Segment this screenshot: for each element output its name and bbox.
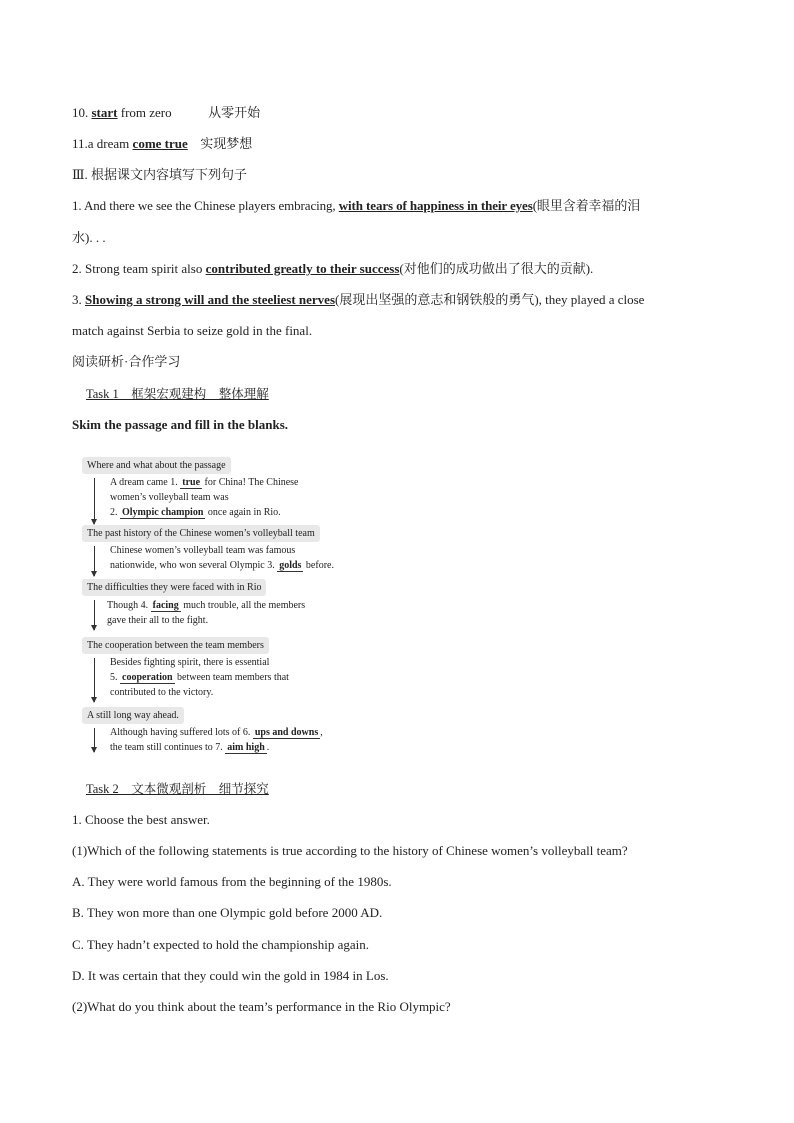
diagram-text: the team still continues to 7. aim high . (110, 742, 270, 753)
option-a: A. They were world famous from the beginning of the 1980s. (72, 874, 392, 889)
diagram-header-5: A still long way ahead. (82, 707, 184, 724)
blank-6: ups and downs (254, 727, 319, 738)
down-arrow-icon (94, 728, 95, 752)
blank-4: facing (152, 600, 179, 611)
down-arrow-icon (94, 546, 95, 576)
option-b: B. They won more than one Olympic gold before 2000 AD. (72, 905, 383, 920)
down-arrow-icon (94, 658, 95, 702)
diagram-text: A dream came 1. true for China! The Chinese (110, 477, 299, 488)
question-2: (2)What do you think about the team’s performance in the Rio Olympic? (72, 999, 451, 1014)
diagram-text: nationwide, who won several Olympic 3. golds before. (110, 560, 334, 571)
blank-3: golds (279, 560, 302, 571)
diagram-header-2: The past history of the Chinese women’s volleyball team (82, 525, 320, 542)
diagram-text: contributed to the victory. (110, 687, 214, 698)
sentence-1: 1. And there we see the Chinese players embracing, with tears of happiness in their eyes(眼里含着幸福的泪 (72, 198, 641, 213)
diagram-text: women’s volleyball team was (110, 492, 229, 503)
phrase-10: 10. start from zero 从零开始 (72, 105, 261, 120)
blank-5: cooperation (122, 672, 173, 683)
phrase-11: 11.a dream come true 实现梦想 (72, 136, 253, 151)
diagram-text: Besides fighting spirit, there is essential (110, 657, 270, 668)
sentence-3-cont: match against Serbia to seize gold in the final. (72, 323, 313, 338)
question-intro: 1. Choose the best answer. (72, 812, 210, 827)
question-1: (1)Which of the following statements is true according to the history of Chinese women’s volleyball team? (72, 843, 628, 858)
diagram-text: 2. Olympic champion once again in Rio. (110, 507, 281, 518)
section-3-title: Ⅲ. 根据课文内容填写下列句子 (72, 167, 248, 182)
diagram-text: Though 4. facing much trouble, all the members (107, 600, 306, 611)
blank-7: aim high (227, 742, 265, 753)
blank-2: Olympic champion (122, 507, 204, 518)
diagram-text: Chinese women’s volleyball team was famous (110, 545, 296, 556)
sentence-2: 2. Strong team spirit also contributed greatly to their success(对他们的成功做出了很大的贡献). (72, 261, 594, 276)
sentence-3: 3. Showing a strong will and the steeliest nerves(展现出坚强的意志和钢铁般的勇气), they played a close (72, 292, 645, 307)
blank-1: true (182, 477, 201, 488)
option-d: D. It was certain that they could win the gold in 1984 in Los. (72, 968, 389, 983)
sentence-1-cont: 水). . . (72, 230, 106, 245)
answer-3: Showing a strong will and the steeliest nerves (85, 292, 336, 307)
down-arrow-icon (94, 478, 95, 524)
diagram-header-1: Where and what about the passage (82, 457, 231, 474)
diagram-text: 5. cooperation between team members that (110, 672, 289, 683)
answer-2: contributed greatly to their success (205, 261, 400, 276)
task-1-instruction: Skim the passage and fill in the blanks. (72, 417, 289, 432)
task-2-heading: Task 2 文本微观剖析 细节探究 (86, 782, 269, 796)
diagram-header-3: The difficulties they were faced with in Rio (82, 579, 266, 596)
answer-1: with tears of happiness in their eyes (338, 198, 533, 213)
phrase-key: start (91, 105, 118, 120)
diagram-text: Although having suffered lots of 6. ups and downs , (110, 727, 323, 738)
task-1-heading: Task 1 框架宏观建构 整体理解 (86, 387, 269, 401)
option-c: C. They hadn’t expected to hold the championship again. (72, 937, 370, 952)
down-arrow-icon (94, 600, 95, 630)
passage-structure-diagram (80, 454, 370, 759)
diagram-header-4: The cooperation between the team members (82, 637, 269, 654)
diagram-text: gave their all to the fight. (107, 615, 209, 626)
reading-title: 阅读研析·合作学习 (72, 354, 181, 369)
phrase-key: come true (132, 136, 188, 151)
